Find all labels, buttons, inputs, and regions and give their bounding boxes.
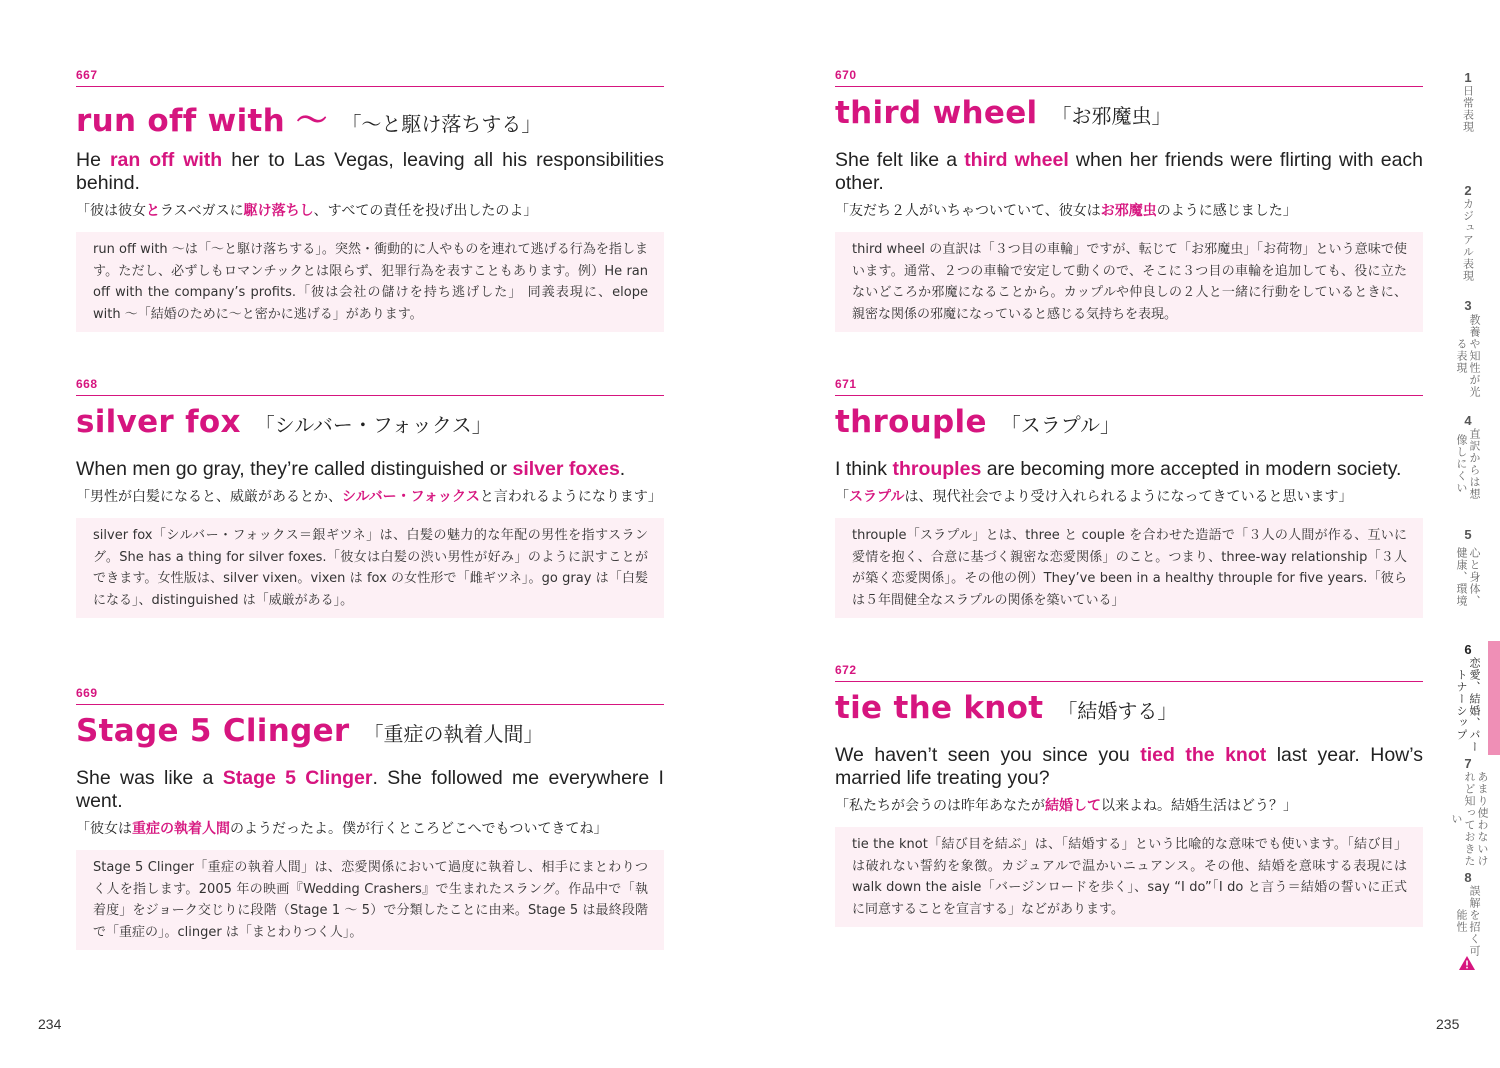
entry-heading (835, 690, 1423, 734)
translation-highlight: シルバー・フォックス (342, 489, 480, 505)
example-text: last year. How’s married life treating you? (835, 744, 1423, 789)
explanation-note: throuple「スラプル」とは、three と couple を合わせた造語で「３人の人間が作る、互いに愛情を抱く、合意に基づく親密な恋愛関係」のこと。つまり、three-way relationship「３人が築く恋愛関係」。その他の例）They’ve been in a healthy throuple for five years.「彼らは５年間健全なスラプルの関係を築いている」 (835, 518, 1423, 618)
chapter-tab-6[interactable] (1450, 642, 1486, 757)
entry-rule (76, 86, 664, 87)
entry-667 (76, 68, 664, 332)
chapter-tab-number: 5 (1464, 527, 1472, 542)
example-text: . She followed me everywhere I went. (76, 767, 664, 812)
translation-highlight: お邪魔虫 (1100, 203, 1157, 219)
chapter-tab-label: あまり使わないけれど知っておきたい (1450, 771, 1489, 867)
entry-number: 672 (835, 663, 857, 677)
entry-rule (835, 86, 1423, 87)
chapter-tab-7[interactable] (1450, 756, 1489, 871)
chapter-tab-number: 4 (1464, 413, 1472, 428)
entry-rule (835, 681, 1423, 682)
translation-highlight: と (146, 203, 160, 219)
chapter-tab-number: 2 (1464, 183, 1472, 198)
entry-phrase: silver fox (76, 404, 241, 440)
chapter-tab-number: 1 (1464, 70, 1472, 85)
explanation-note: run off with ～は「～と駆け落ちする」。突然・衝動的に人やものを連れて逃げる行為を指します。ただし、必ずしもロマンチックとは限らず、犯罪行為を表すこともあります。例）He ran off with the company’s profits.「彼は会社の儲けを持ち逃げした」 同義表現に、elope with ～「結婚のために～と密かに逃げる」があります。 (76, 232, 664, 332)
entry-671 (835, 377, 1423, 618)
example-text: We haven’t seen you since you (835, 744, 1141, 766)
translation-highlight: スラプル (849, 489, 905, 505)
explanation-note: tie the knot「結び目を結ぶ」は、「結婚する」という比喩的な意味でも使います。「結び目」は破れない誓約を象徴。カジュアルで温かいニュアンス。その他、結婚を意味する表現には walk down the aisle「バージンロードを歩く」、say “I do”「I do と言う＝結婚の誓いに正式に同意することを宣言する」などがあります。 (835, 827, 1423, 927)
translation-highlight: 駆け落ちし (243, 203, 314, 219)
translation-text: 「彼女は (76, 821, 132, 837)
example-highlight: throuples (892, 458, 982, 480)
translation-text: のようだったよ。僕が行くところどこへでもついてきてね」 (230, 821, 608, 837)
japanese-translation (835, 794, 1423, 818)
entry-number: 670 (835, 68, 857, 82)
translation-text: 「私たちが会うのは昨年あなたが (835, 798, 1045, 814)
chapter-tab-label: 誤解を招く可能性 (1455, 885, 1481, 957)
example-sentence (76, 767, 664, 813)
entry-number: 668 (76, 377, 98, 391)
japanese-translation (76, 199, 664, 223)
translation-highlight: 重症の執着人間 (132, 821, 230, 837)
entry-meaning: 「重症の執着人間」 (363, 722, 544, 746)
translation-text: ラスベガスに (160, 203, 244, 219)
japanese-translation (835, 199, 1423, 223)
example-sentence (835, 149, 1423, 195)
example-text: She felt like a (835, 149, 965, 171)
entry-rule (76, 395, 664, 396)
example-sentence (835, 458, 1423, 481)
chapter-tab-2[interactable] (1450, 183, 1486, 286)
entry-phrase: third wheel (835, 95, 1038, 131)
entry-phrase: Stage 5 Clinger (76, 713, 350, 749)
warning-icon (1458, 955, 1476, 971)
entry-phrase: tie the knot (835, 690, 1044, 726)
chapter-tab-number: 3 (1464, 298, 1472, 313)
explanation-note: silver fox「シルバー・フォックス＝銀ギツネ」は、白髪の魅力的な年配の男性を指すスラング。She has a thing for silver foxes.「彼女は白髪の渋い男性が好み」のように訳すことができます。女性版は、silver vixen。vixen は fox の女性形で「雌ギツネ」。go gray は「白髪になる」、distinguished は「威厳がある」。 (76, 518, 664, 618)
entry-669 (76, 686, 664, 950)
entry-meaning: 「スラプル」 (1000, 413, 1120, 437)
translation-text: のように感じました」 (1156, 203, 1297, 219)
translation-text: と言われるようになります」 (479, 489, 662, 505)
example-text: When men go gray, they’re called distinguished or (76, 458, 513, 480)
translation-text: 以来よね。結婚生活はどう？」 (1101, 798, 1297, 814)
entry-heading (76, 713, 664, 757)
chapter-tab-label: 心と身体、健康、環境 (1455, 547, 1481, 607)
entry-meaning: 「結婚する」 (1057, 699, 1178, 723)
example-text: I think (835, 458, 893, 480)
example-text: . (619, 458, 626, 480)
example-text: He (76, 149, 110, 171)
entry-number: 669 (76, 686, 98, 700)
entry-number: 667 (76, 68, 98, 82)
entry-meaning: 「お邪魔虫」 (1051, 104, 1172, 128)
explanation-note: third wheel の直訳は「３つ目の車輪」ですが、転じて「お邪魔虫」「お荷物」という意味で使います。通常、２つの車輪で安定して動くので、そこに３つ目の車輪を追加しても、役に立たないどころか邪魔になることから。カップルや仲良しの２人と一緒に行動をしているときに、親密な関係の邪魔になっていると感じる気持ちを表現。 (835, 232, 1423, 332)
chapter-tab-number: 8 (1464, 870, 1472, 885)
translation-text: 、すべての責任を投げ出したのよ」 (313, 203, 538, 219)
entry-heading (835, 95, 1423, 139)
example-text: She was like a (76, 767, 223, 789)
entry-668 (76, 377, 664, 618)
entry-670 (835, 68, 1423, 332)
japanese-translation (835, 485, 1423, 509)
japanese-translation (76, 817, 664, 841)
entry-heading (835, 404, 1423, 448)
translation-highlight: 結婚して (1045, 798, 1101, 814)
example-text: when her friends were flirting with each other. (835, 149, 1424, 194)
entry-phrase: run off with ～ (76, 103, 328, 139)
chapter-tab-5[interactable] (1450, 527, 1486, 616)
example-highlight: ran off with (109, 149, 223, 171)
translation-text: 「男性が白髪になると、威厳があるとか、 (76, 489, 342, 505)
entry-rule (76, 704, 664, 705)
chapter-tab-4[interactable] (1450, 413, 1486, 504)
example-highlight: silver foxes (512, 458, 620, 480)
chapter-tab-number: 6 (1464, 642, 1472, 657)
example-highlight: tied the knot (1140, 744, 1267, 766)
example-sentence (835, 744, 1423, 790)
chapter-tab-label: 直訳からは想像しにくい (1455, 428, 1481, 500)
japanese-translation (76, 485, 664, 509)
example-text: her to Las Vegas, leaving all his responsibilities behind. (76, 149, 664, 194)
entry-672 (835, 663, 1423, 927)
explanation-note: Stage 5 Clinger「重症の執着人間」は、恋愛関係において過度に執着し、相手にまとわりつく人を指します。2005 年の映画『Wedding Crashers』で生まれたスラング。作品中で「執着度」をジョーク交じりに段階（Stage 1 ～ 5）で分類したことに由来。Stage 5 は最終段階で「重症の」。clinger は「まとわりつく人」。 (76, 850, 664, 950)
right-page-number: 235 (1436, 1016, 1460, 1032)
chapter-tab-label: 教養や知性が光る表現 (1455, 314, 1481, 398)
entry-meaning: 「シルバー・フォックス」 (254, 413, 492, 437)
translation-text: 「 (835, 489, 849, 505)
entry-heading (76, 95, 664, 139)
chapter-tab-8[interactable] (1450, 870, 1486, 961)
entry-meaning: 「～と駆け落ちする」 (341, 112, 542, 136)
example-highlight: Stage 5 Clinger (222, 767, 373, 789)
chapter-tabs (1450, 62, 1490, 982)
entry-phrase: throuple (835, 404, 987, 440)
translation-text: は、現代社会でより受け入れられるようになってきていると思います」 (904, 489, 1353, 505)
chapter-tab-number: 7 (1464, 756, 1472, 771)
example-sentence (76, 149, 664, 195)
example-highlight: third wheel (964, 149, 1069, 171)
entry-rule (835, 395, 1423, 396)
left-page-number: 234 (38, 1016, 62, 1032)
chapter-tab-label: 日常表現 (1461, 85, 1475, 133)
chapter-tab-3[interactable] (1450, 298, 1486, 403)
entry-number: 671 (835, 377, 857, 391)
entry-heading (76, 404, 664, 448)
chapter-tab-1[interactable] (1450, 70, 1486, 137)
chapter-tab-label: 恋愛、結婚、パートナーシップ (1455, 657, 1481, 753)
example-sentence (76, 458, 664, 481)
translation-text: 「彼は彼女 (76, 203, 146, 219)
example-text: are becoming more accepted in modern society. (981, 458, 1402, 480)
translation-text: 「友だち２人がいちゃついていて、彼女は (835, 203, 1101, 219)
chapter-tab-label: カジュアル表現 (1461, 198, 1475, 282)
